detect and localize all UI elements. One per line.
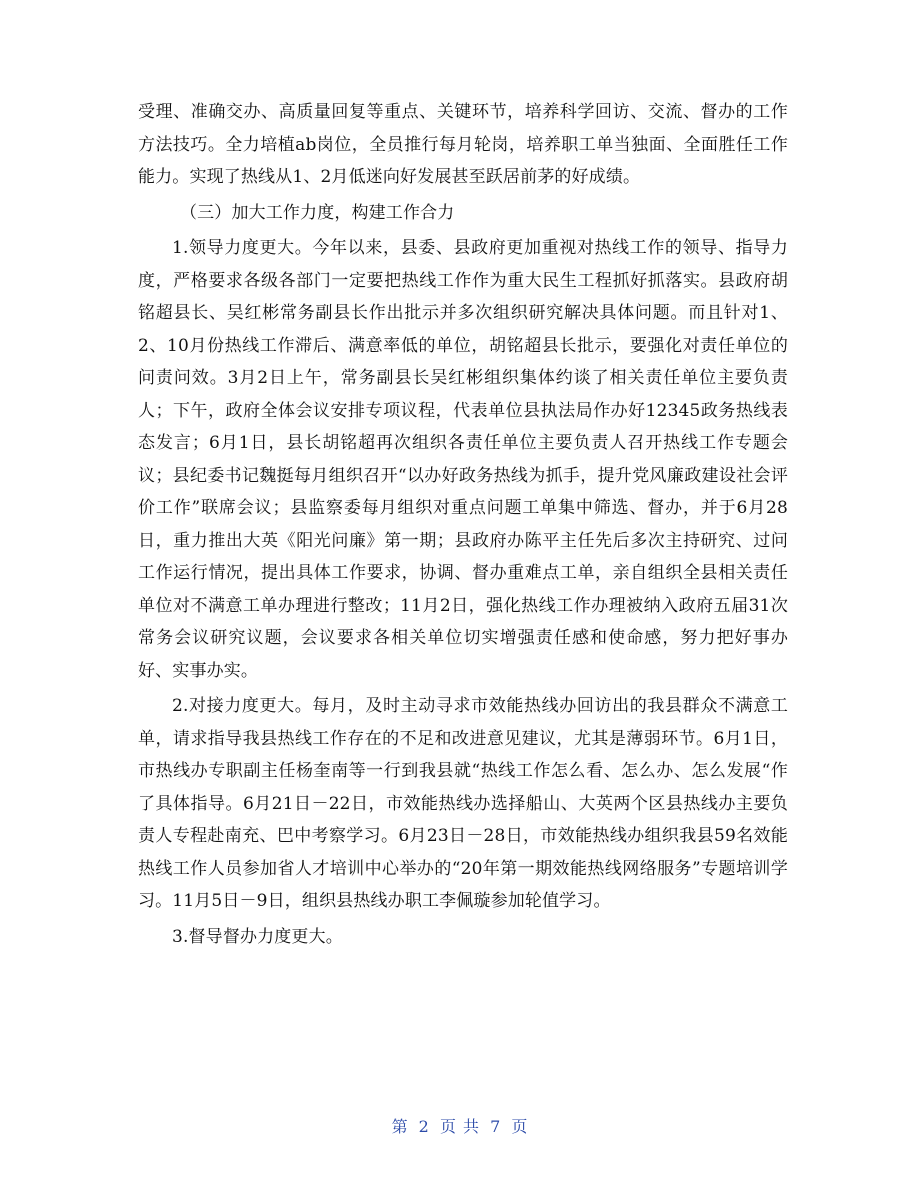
footer-middle: 页 共	[439, 1117, 481, 1136]
paragraph-continuation: 受理、准确交办、高质量回复等重点、关键环节，培养科学回访、交流、督办的工作方法技巧。全力培植ab岗位，全员推行每月轮岗，培养职工单当独面、全面胜任工作能力。实现了热线从1、2月低迷向好发展甚至跃居前茅的好成绩。	[138, 102, 788, 187]
footer-prefix: 第	[391, 1117, 409, 1136]
footer-total-pages: 7	[490, 1117, 502, 1136]
paragraph-coordination: 2.对接力度更大。每月，及时主动寻求市效能热线办回访出的我县群众不满意工单，请求指导我县热线工作存在的不足和改进意见建议，尤其是薄弱环节。6月1日，市热线办专职副主任杨奎南等一行到我县就“热线工作怎么看、怎么办、怎么发展“作了具体指导。6月21日－22日，市效能热线办选择船山、大英两个区县热线办主要负责人专程赴南充、巴中考察学习。6月23日－28日，市效能热线办组织我县59名效能热线工作人员参加省人才培训中心举办的“20年第一期效能热线网络服务”专题培训学习。11月5日－9日，组织县热线办职工李佩璇参加轮值学习。	[138, 696, 788, 911]
document-body	[138, 96, 788, 956]
paragraph-leadership: 1.领导力度更大。今年以来，县委、县政府更加重视对热线工作的领导、指导力度，严格要求各级各部门一定要把热线工作作为重大民生工程抓好抓落实。县政府胡铭超县长、吴红彬常务副县长作出批示并多次组织研究解决具体问题。而且针对1、2、10月份热线工作滞后、满意率低的单位，胡铭超县长批示，要强化对责任单位的问责问效。3月2日上午，常务副县长吴红彬组织集体约谈了相关责任单位主要负责人；下午，政府全体会议安排专项议程，代表单位县执法局作办好12345政务热线表态发言；6月1日，县长胡铭超再次组织各责任单位主要负责人召开热线工作专题会议；县纪委书记魏挺每月组织召开“以办好政务热线为抓手，提升党风廉政建设社会评价工作”联席会议；县监察委每月组织对重点问题工单集中筛选、督办，并于6月28日，重力推出大英《阳光问廉》第一期；县政府办陈平主任先后多次主持研究、过问工作运行情况，提出具体工作要求，协调、督办重难点工单，亲自组织全县相关责任单位对不满意工单办理进行整改；11月2日，强化热线工作办理被纳入政府五届31次常务会议研究议题，会议要求各相关单位切实增强责任感和使命感，努力把好事办好、实事办实。	[138, 238, 788, 681]
page-footer	[0, 1114, 920, 1137]
footer-suffix: 页	[511, 1117, 529, 1136]
section-heading: （三）加大工作力度，构建工作合力	[180, 202, 455, 223]
footer-current-page: 2	[418, 1117, 430, 1136]
paragraph-supervision: 3.督导督办力度更大。	[172, 926, 343, 947]
